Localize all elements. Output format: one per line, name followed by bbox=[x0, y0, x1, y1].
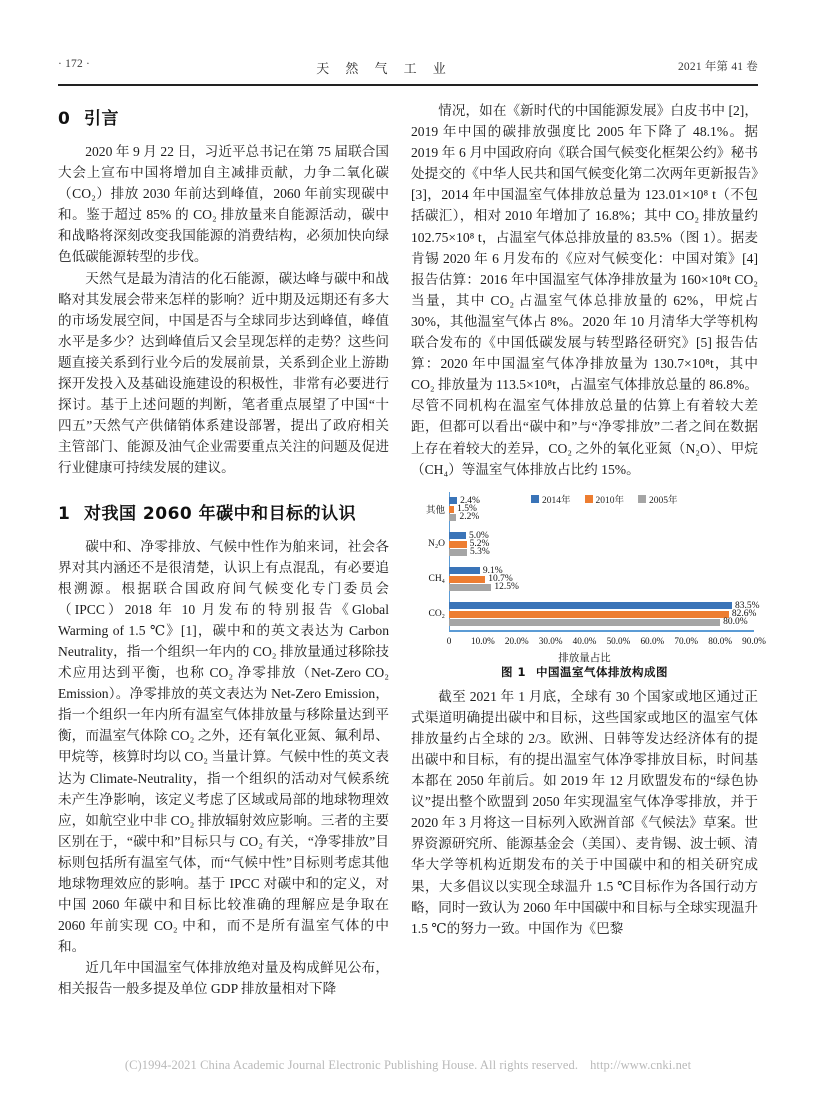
chart-bar-value: 1.5% bbox=[457, 504, 477, 515]
section-number-1: 1 bbox=[58, 503, 71, 524]
section-title-0: 引言 bbox=[84, 109, 119, 129]
paragraph: 近几年中国温室气体排放绝对量及构成鲜见公布，相关报告一般多提及单位 GDP 排放量相对下降 bbox=[58, 960, 389, 997]
chart-bar-value: 5.0% bbox=[468, 530, 489, 541]
x-axis-tick-label: 10.0% bbox=[471, 635, 495, 646]
x-axis-tick-label: 30.0% bbox=[538, 635, 563, 646]
paragraph: 2020 年 9 月 22 日，习近平总书记在第 75 届联合国大会上宣布中国将增加自主减排贡献，力争二氧化碳（CO₂）排放 2030 年前达到峰值，2060 年前实现碳中和。鉴于超过 85% 的 CO₂ 排放量来自能源活动，碳中和战略将深刻改变我国能源的消费结构，必须加快向绿色低碳能源转型的步伐。 bbox=[58, 144, 389, 265]
paragraph: 天然气是最为清洁的化石能源，碳达峰与碳中和战略对其发展会带来怎样的影响？近中期及远期还有多大的市场发展空间，中国是否与全球同步达到峰值，峰值水平是多少？达到峰值后又会呈现怎样的走势？这些问题直接关系到行业今后的发展前景，关系到企业上游勘探开发投入及基础设施建设的积极性，非常有必要进行探讨。基于上述问题的判断，笔者重点展望了中国“十四五”天然气产供储销体系建设部署，提出了政府相关主管部门、能源及油气企业需要重点关注的问题及促进行业健康可持续发展的建议。 bbox=[58, 270, 389, 476]
chart-category-label: CH₄ bbox=[428, 574, 445, 585]
chart-bar bbox=[449, 576, 485, 583]
legend-label: 2014年 bbox=[542, 495, 571, 506]
legend-label: 2005年 bbox=[649, 495, 678, 506]
chart-plot-area bbox=[425, 492, 760, 632]
chart-bar-value: 83.5% bbox=[734, 600, 760, 611]
chart-category-group bbox=[428, 597, 760, 632]
chart-bar-value: 2.2% bbox=[459, 512, 480, 523]
chart-bar-value: 5.3% bbox=[469, 547, 490, 558]
left-column bbox=[58, 100, 389, 1035]
x-axis-tick-label: 40.0% bbox=[572, 635, 597, 646]
x-axis-tick-label: 80.0% bbox=[708, 635, 732, 646]
figure-1 bbox=[411, 490, 766, 680]
legend-label: 2010年 bbox=[595, 495, 625, 506]
chart-bar-value: 80.0% bbox=[723, 617, 748, 628]
x-axis-tick-label: 50.0% bbox=[606, 635, 631, 646]
copyright-text: (C)1994-2021 China Academic Journal Electronic Publishing House. All rights reserved. bbox=[124, 1058, 579, 1072]
figure-caption-label: 图 1 bbox=[500, 664, 526, 679]
chart-bar bbox=[449, 611, 729, 618]
section-heading-1 bbox=[58, 499, 389, 524]
x-axis-title: 排放量占比 bbox=[558, 652, 611, 664]
chart-bar bbox=[449, 549, 467, 556]
journal-title: 天 然 气 工 业 bbox=[316, 62, 452, 77]
chart-category-label: CO₂ bbox=[428, 609, 445, 620]
chart-bar-value: 10.7% bbox=[488, 574, 513, 585]
chart-category-group bbox=[427, 527, 754, 562]
chart-bar-value: 5.2% bbox=[469, 539, 490, 550]
chart-bar bbox=[449, 619, 720, 626]
header-divider bbox=[58, 84, 758, 86]
chart-bar-value: 9.1% bbox=[482, 565, 503, 576]
right-column bbox=[411, 100, 766, 1035]
x-axis-tick-label: 90.0% bbox=[742, 635, 766, 646]
chart-bar bbox=[449, 602, 732, 609]
chart-bar-value: 2.4% bbox=[460, 495, 480, 506]
volume-info: 2021 年第 41 卷 bbox=[677, 61, 758, 73]
chart-bar bbox=[449, 567, 480, 574]
chart-bar bbox=[449, 541, 467, 548]
chart-category-group bbox=[425, 492, 754, 527]
figure-caption-text: 中国温室气体排放构成图 bbox=[536, 664, 668, 679]
chart-bar bbox=[449, 497, 457, 504]
spacer bbox=[58, 479, 389, 495]
x-axis-tick-label: 20.0% bbox=[504, 635, 529, 646]
section-title-1: 对我国 2060 年碳中和目标的认识 bbox=[84, 503, 357, 524]
section-number-0: 0 bbox=[58, 109, 71, 129]
paragraph: 截至 2021 年 1 月底，全球有 30 个国家或地区通过正式渠道明确提出碳中和目标，这些国家或地区的温室气体排放量约占全球的 2/3。欧洲、日韩等发达经济体有的提出碳中和目标，有的提出温室气体净零排放目标，时间基本都在 2050 年前后。如 2019 年 12 月欧盟发布的“绿色协议”提出整个欧盟到 2050 年实现温室气体净零排放，并于 2020 年 3 月将这一目标列入欧洲首部《气候法》草案。世界资源研究所、能源基金会（美国）、麦肯锡、波士顿、清华大学等机构近期发布的关于中国碳中和的相关研究成果，大多倡议以实现全球温升 1.5 ℃目标作为各国行动方略，同时一致认为 2060 年中国碳中和目标与全球实现温升 1.5 ℃的努力一致。中国作为《巴黎 bbox=[411, 688, 758, 936]
x-axis-tick-label: 60.0% bbox=[640, 635, 665, 646]
x-axis-tick-label: 0 bbox=[446, 635, 452, 646]
section-heading-0 bbox=[58, 104, 389, 129]
body-columns bbox=[58, 100, 766, 1035]
chart-category-group bbox=[428, 562, 754, 597]
chart-category-label: 其他 bbox=[425, 506, 445, 517]
x-axis-tick-label: 70.0% bbox=[674, 635, 699, 646]
chart-bar-value: 12.5% bbox=[494, 582, 519, 593]
chart-category-label: N₂O bbox=[427, 539, 445, 550]
x-axis-ticks bbox=[446, 635, 766, 648]
footer-copyright bbox=[0, 1058, 816, 1073]
chart-bar bbox=[449, 532, 466, 539]
running-head bbox=[58, 58, 758, 84]
cnki-url: http://www.cnki.net bbox=[590, 1058, 692, 1072]
emissions-bar-chart bbox=[411, 490, 766, 664]
chart-bar bbox=[449, 506, 454, 513]
chart-bar-value: 82.6% bbox=[731, 609, 757, 620]
page-number: · 172 · bbox=[58, 58, 91, 70]
figure-caption bbox=[411, 664, 758, 680]
paragraph: 碳中和、净零排放、气候中性作为舶来词，社会各界对其内涵还不是很清楚，认识上有点混乱，有必要追根溯源。根据联合国政府间气候变化专门委员会（IPCC）2018 年 10 月发布的特别报告《Global Warming of 1.5 ℃》[1]，碳中和的英文表达为 Carbon Neutrality，指一个组织一年内的 CO₂ 排放量通过移除技术应用达到平衡，也称 CO₂ 净零排放（Net-Zero CO₂ Emission）。净零排放的英文表达为 Net-Zero Emission，指一个组织一年内所有温室气体排放量与移除量达到平衡，而温室气体除 CO₂ 之外，还有氧化亚氮、氟利昂、甲烷等，核算时均以 CO₂ 当量计算。气候中性的英文表达为 Climate-Neutrality，指一个组织的活动对气候系统未产生净影响，该定义考虑了区域或局部的地球物理效应，如航空业中非 CO₂ 排放辐射效应影响。三者的主要区别在于，“碳中和”目标只与 CO₂ 有关，“净零排放”目标则包括所有温室气体，而“气候中性”目标则考虑其他地球物理效应的影响。基于 IPCC 对碳中和的定义，对中国 2060 年碳中和目标比较准确的理解应是争取在 2060 年前实现 CO₂ 中和，而不是所有温室气体的中和。 bbox=[58, 538, 389, 955]
chart-bar bbox=[449, 584, 491, 591]
chart-bar bbox=[449, 514, 456, 521]
paragraph: 情况，如在《新时代的中国能源发展》白皮书中 [2]，2019 年中国的碳排放强度比 2005 年下降了 48.1%。据 2019 年 6 月中国政府向《联合国气候变化框架公约》秘书处提交的《中华人民共和国气候变化第二次两年更新报告》[3]，2014 年中国温室气体排放总量为 123.01×10⁸ t（不包括碳汇），相对 2010 年增加了 16.8%；其中 CO₂ 排放量约 102.75×10⁸ t，占温室气体总排放量的 83.5%（图 1）。据麦肯锡 2020 年 6 月发布的《应对气候变化：中国对策》[4] 报告估算：2016 年中国温室气体净排放量为 160×10⁸t CO₂ 当量，其中 CO₂ 占温室气体总排放量的 62%，甲烷占 30%，其他温室气体占 8%。2020 年 10 月清华大学等机构联合发布的《中国低碳发展与转型路径研究》[5] 报告估算：2020 年中国温室气体净排放量为 130.7×10⁸t，其中 CO₂ 排放量为 113.5×10⁸t，占温室气体排放总量的 86.8%。尽管不同机构在温室气体排放总量的估算上有着较大差距，但都可以看出“碳中和”与“净零排放”二者之间在数据上存在着较大的差异，CO₂ 之外的氧化亚氮（N₂O）、甲烷（CH₄）等温室气体排放占比约 15%。 bbox=[411, 103, 758, 477]
